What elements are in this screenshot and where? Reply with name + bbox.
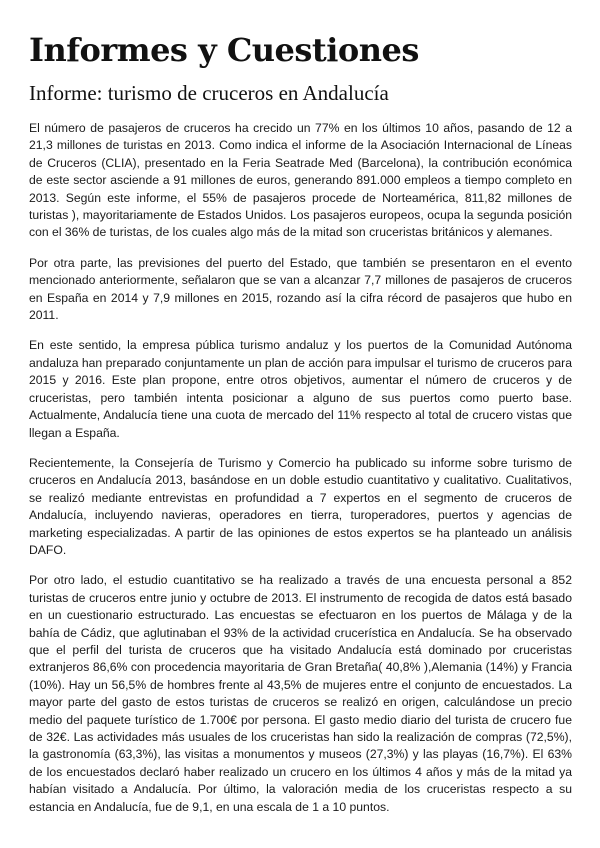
page-title: Informes y Cuestiones — [29, 31, 419, 69]
paragraph-5: Por otro lado, el estudio cuantitativo se ha realizado a través de una encuesta personal a 852 turistas de cruceros entre junio y octubre de 2013. El instrumento de recogida de datos está basado en un cuestionario estructurado. Las encuestas se efectuaron en los puertos de Málaga y de la bahía de Cádiz, que aglutinaban el 93% de la actividad crucerística en Andalucía. Se ha observado que el perfil del turista de cruceros que ha visitado Andalucía está dominado por cruceristas extranjeros 86,6% con procedencia mayoritaria de Gran Bretaña( 40,8% ),Alemania (14%) y Francia (10%). Hay un 56,5% de hombres frente al 43,5% de mujeres entre el conjunto de encuestados. La mayor parte del gasto de estos turistas de cruceros se realizó en origen, calculándose un precio medio del paquete turístico de 1.700€ por persona. El gasto medio diario del turista de crucero fue de 32€. Las actividades más usuales de los cruceristas han sido la realización de compras (72,5%), la gastronomía (63,3%), las visitas a monumentos y museos (27,3%) y las playas (16,7%). El 63% de los encuestados declaró haber realizado un crucero en los últimos 4 años y más de la mitad ya habían visitado a Andalucía. Por último, la valoración media de los cruceristas respecto a su estancia en Andalucía, fue de 9,1, en una escala de 1 a 10 puntos. — [29, 573, 572, 814]
report-subtitle: Informe: turismo de cruceros en Andalucía — [29, 81, 389, 105]
paragraph-4: Recientemente, la Consejería de Turismo y Comercio ha publicado su informe sobre turismo de cruceros en Andalucía 2013, basándose en un doble estudio cuantitativo y cualitativo. Cualitativos, se realizó mediante entrevistas en profundidad a 7 expertos en el segmento de cruceros de Andalucía, incluyendo navieras, operadores en tierra, turoperadores, puertos y agencias de marketing especializadas. A partir de las opiniones de estos expertos se ha planteado un análisis DAFO. — [29, 455, 572, 557]
paragraph-3: En este sentido, la empresa pública turismo andaluz y los puertos de la Comunidad Autónoma andaluza han preparado conjuntamente un plan de acción para impulsar el turismo de cruceros para 2015 y 2016. Este plan propone, entre otros objetivos, aumentar el número de cruceros y de cruceristas, pero también intenta posicionar a alguno de sus puertos como puerto base. Actualmente, Andalucía tiene una cuota de mercado del 11% respecto al total de crucero vistas que llegan a España. — [29, 338, 572, 440]
paragraph-2: Por otra parte, las previsiones del puerto del Estado, que también se presentaron en el evento mencionado anteriormente, señalaron que se van a alcanzar 7,7 millones de pasajeros de cruceros en España en 2014 y 7,9 millones en 2015, rozando así la cifra récord de pasajeros que hubo en 2011. — [29, 255, 572, 323]
paragraph-1: El número de pasajeros de cruceros ha crecido un 77% en los últimos 10 años, pasando de 12 a 21,3 millones de turistas en 2013. Como indica el informe de la Asociación Internacional de Líneas de Cruceros (CLIA), presentado en la Feria Seatrade Med (Barcelona), la contribución económica de este sector asciende a 91 millones de euros, generando 891.000 empleos a tiempo completo en 2013. Según este informe, el 55% de pasajeros procede de Norteamérica, 811,82 millones de turistas ), mayoritariamente de Estados Unidos. Los pasajeros europeos, ocupa la segunda posición con el 36% de turistas, de los cuales algo más de la mitad son cruceristas británicos y alemanes. — [29, 121, 572, 240]
